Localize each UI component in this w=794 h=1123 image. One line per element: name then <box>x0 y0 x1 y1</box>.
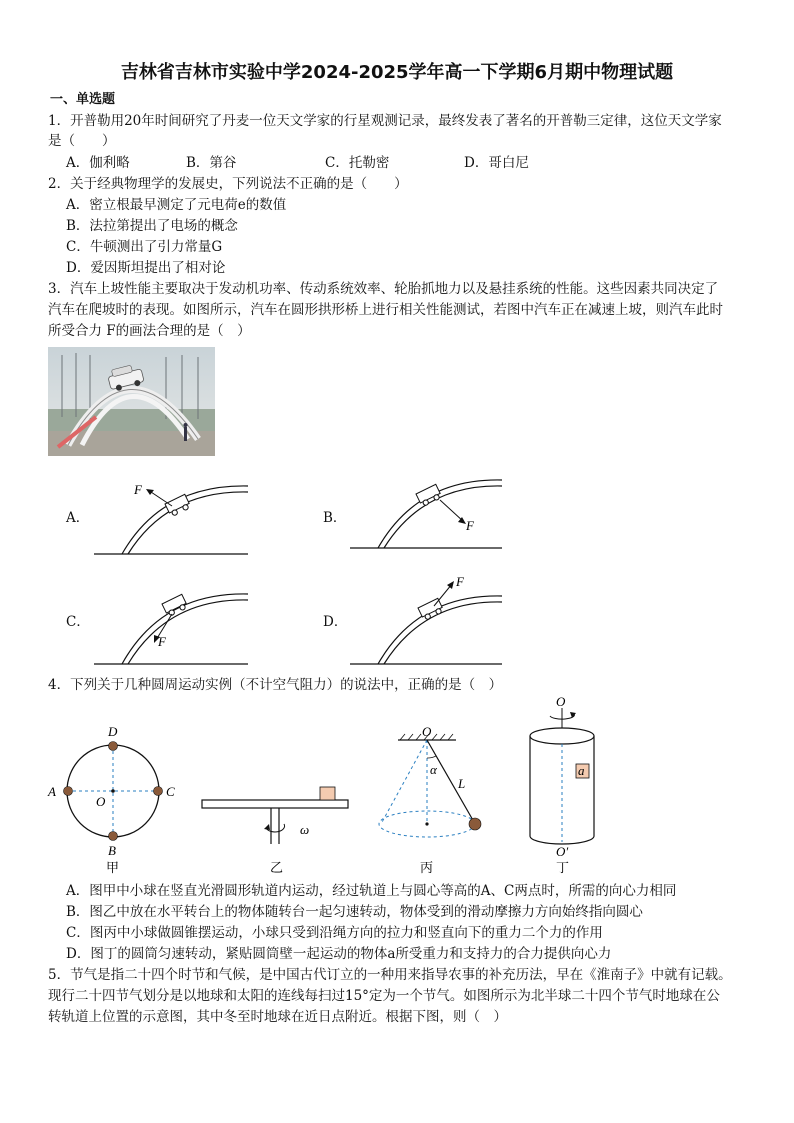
q1-option-c: C．托勒密 <box>325 155 390 171</box>
q3-stem-line3: 所受合力 F的画法合理的是（ ） <box>48 323 251 339</box>
q4-figure-yi <box>198 782 358 876</box>
label-omega: ω <box>300 822 310 837</box>
q4-stem: 4．下列关于几种圆周运动实例（不计空气阻力）的说法中，正确的是（ ） <box>48 677 503 693</box>
q2-option-d: D．爱因斯坦提出了相对论 <box>66 260 226 276</box>
force-label-d: F <box>456 574 464 589</box>
q4-figure-ding <box>520 692 606 876</box>
q3-option-a-diagram <box>92 470 252 556</box>
caption-ding: 丁 <box>556 860 570 875</box>
arch-bridge-photo <box>48 347 215 456</box>
label-c: C <box>166 784 175 799</box>
q2-option-b: B．法拉第提出了电场的概念 <box>66 218 238 234</box>
q3-option-d-diagram <box>348 574 508 668</box>
q3-option-b-letter: B． <box>323 510 347 526</box>
q1-option-b: B．第谷 <box>186 155 237 171</box>
q4-option-c: C．图丙中小球做圆锥摆运动，小球只受到沿绳方向的拉力和竖直向下的重力二个力的作用 <box>66 925 603 941</box>
q4-figure-jia <box>44 722 182 876</box>
label-d: D <box>108 724 118 739</box>
q5-stem-line3: 转轨道上位置的示意图，其中冬至时地球在近日点附近。根据下图，则（ ） <box>48 1009 507 1025</box>
section-heading: 一、单选题 <box>50 92 116 107</box>
label-o: O <box>96 794 106 809</box>
force-label-b: F <box>466 518 474 533</box>
q4-option-a: A．图甲中小球在竖直光滑圆形轨道内运动，经过轨道上与圆心等高的A、C两点时，所需的向心力相同 <box>66 883 677 899</box>
q4-option-d: D．图丁的圆筒匀速转动，紧贴圆筒壁一起运动的物体a所受重力和支持力的合力提供向心力 <box>66 946 612 962</box>
label-a-block: a <box>578 763 585 778</box>
label-o-prime: O′ <box>556 844 569 859</box>
page-title: 吉林省吉林市实验中学2024-2025学年高一下学期6月期中物理试题 <box>120 62 674 83</box>
q3-stem-line2: 汽车在爬坡时的表现。如图所示，汽车在圆形拱形桥上进行相关性能测试，若图中汽车正在减速上坡，则汽车此时 <box>48 302 723 318</box>
label-o-ding: O <box>556 694 566 709</box>
q4-option-b: B．图乙中放在水平转台上的物体随转台一起匀速转动，物体受到的滑动摩擦力方向始终指向圆心 <box>66 904 643 920</box>
label-b: B <box>108 843 116 858</box>
force-label-c: F <box>158 634 166 649</box>
q3-option-a-letter: A． <box>66 510 90 526</box>
q1-stem-line1: 1．开普勒用20年时间研究了丹麦一位天文学家的行星观测记录，最终发表了著名的开普勒三定律，这位天文学家 <box>48 113 722 129</box>
caption-yi: 乙 <box>270 860 284 875</box>
label-alpha: α <box>430 762 437 777</box>
q1-option-a: A．伽利略 <box>66 155 130 171</box>
q5-stem-line1: 5．节气是指二十四个时节和气候，是中国古代订立的一种用来指导农事的补充历法，早在《淮南子》中就有记载。 <box>48 967 732 983</box>
q5-stem-line2: 现行二十四节气划分是以地球和太阳的连线每扫过15°定为一个节气。如图所示为北半球二十四个节气时地球在公 <box>48 988 720 1004</box>
q1-option-d: D．哥白尼 <box>464 155 529 171</box>
q3-option-c-letter: C． <box>66 614 90 630</box>
q3-option-c-diagram <box>92 580 252 666</box>
force-label-a: F <box>134 482 142 497</box>
q1-stem-line2: 是（ ） <box>48 133 116 149</box>
q3-option-b-diagram <box>348 470 508 556</box>
q3-option-d-letter: D． <box>323 614 348 630</box>
label-a: A <box>48 784 56 799</box>
label-o-bing: O <box>422 724 432 739</box>
q2-stem: 2．关于经典物理学的发展史，下列说法不正确的是（ ） <box>48 176 408 192</box>
q3-stem-line1: 3．汽车上坡性能主要取决于发动机功率、传动系统效率、轮胎抓地力以及悬挂系统的性能。这些因素共同决定了 <box>48 281 719 297</box>
caption-bing: 丙 <box>420 860 434 875</box>
q2-option-c: C．牛顿测出了引力常量G <box>66 239 223 255</box>
q4-figure-bing <box>372 722 502 876</box>
caption-jia: 甲 <box>106 860 120 875</box>
q2-option-a: A．密立根最早测定了元电荷e的数值 <box>66 197 287 213</box>
label-l: L <box>458 776 466 791</box>
